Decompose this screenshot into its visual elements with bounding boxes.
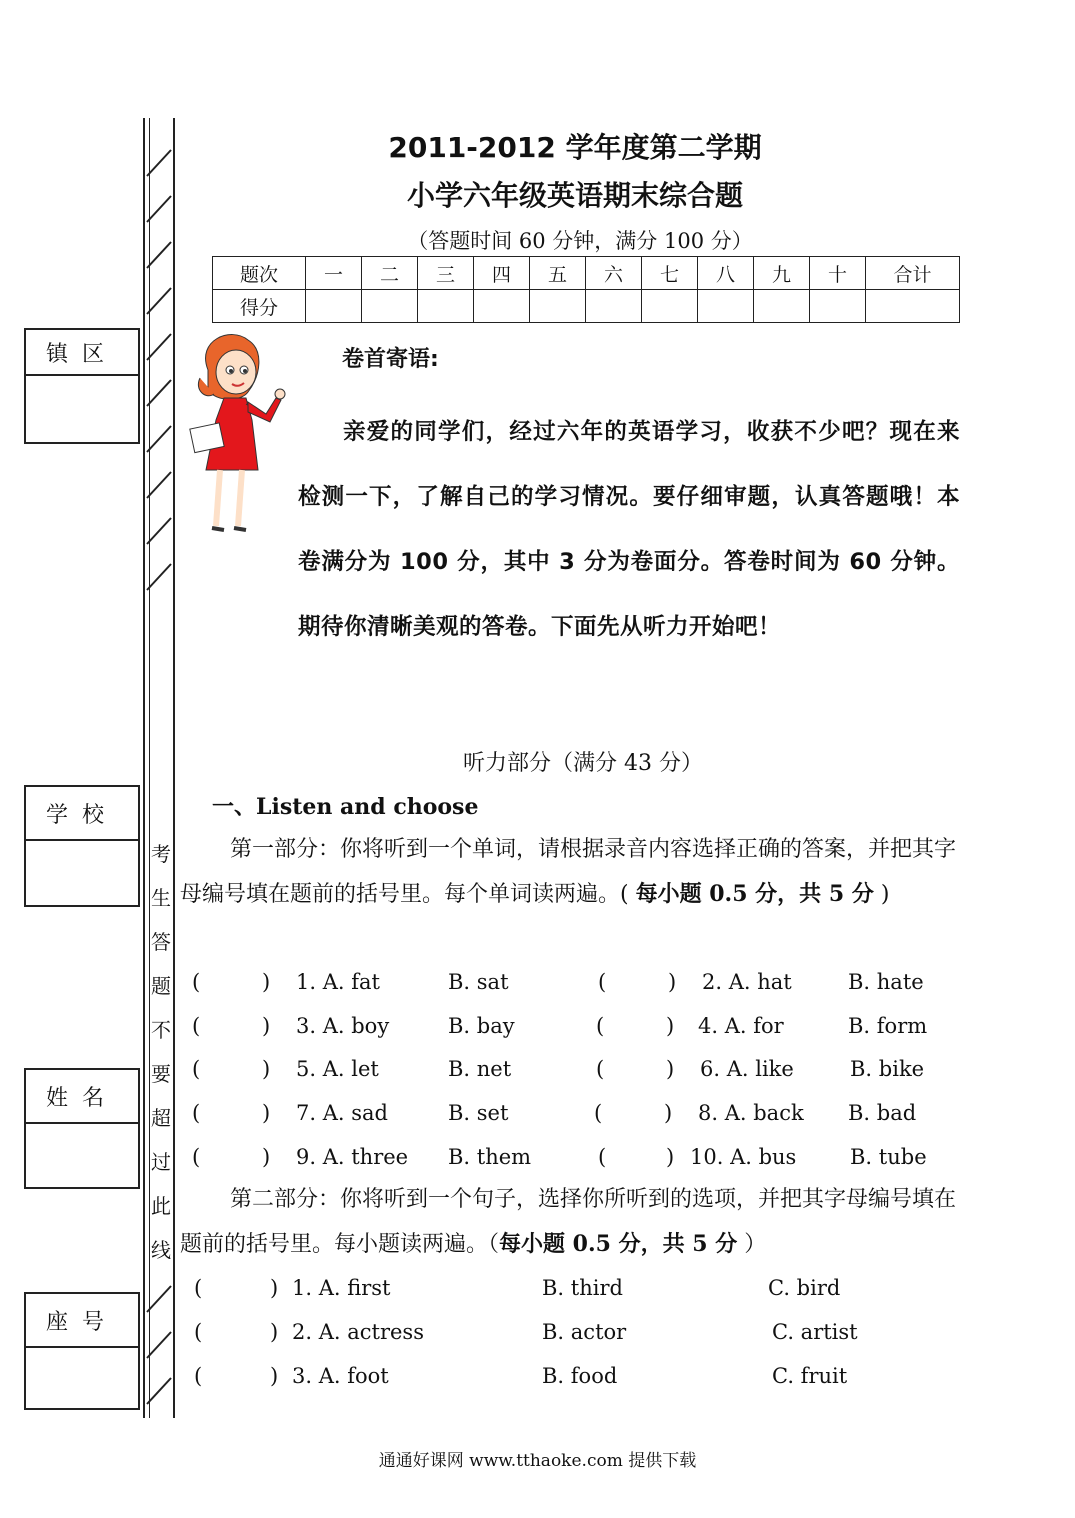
exam-subtitle: （答题时间 60 分钟，满分 100 分） [407,229,753,253]
option-b: B. hate [848,970,924,994]
option-a: 2. A. actress [292,1320,424,1344]
option-a: 7. A. sad [296,1101,388,1125]
part1-row [180,960,970,1004]
part2-row [180,1354,970,1398]
option-b: B. third [542,1276,623,1300]
answer-bracket-open[interactable]: ( [594,1101,603,1125]
score-input-cell[interactable] [530,290,586,323]
teacher-illustration [186,330,291,545]
answer-bracket-open[interactable]: ( [192,1145,201,1169]
score-cell: 六 [586,257,642,290]
option-a: 10. A. bus [690,1145,797,1169]
option-a: 6. A. like [700,1057,794,1081]
option-a: 8. A. back [698,1101,804,1125]
option-a: 3. A. boy [296,1014,390,1038]
option-c: C. artist [772,1320,858,1344]
answer-bracket-open[interactable]: ( [596,1014,605,1038]
seat-box [24,1292,140,1410]
listening-section-title: 听力部分（满分 43 分） [463,751,703,776]
score-cell: 八 [698,257,754,290]
foreword-title: 卷首寄语: [342,347,439,372]
option-b: B. net [448,1057,512,1081]
answer-bracket-close: ) [666,1057,675,1081]
part1-row [180,1135,970,1179]
part2-instruction: 第二部分：你将听到一个句子，选择你所听到的选项，并把其字母编号填在题前的括号里。每小题读两遍。（每小题 0.5 分，共 5 分 ） [180,1187,957,1257]
answer-bracket-close: ) [270,1276,279,1300]
score-table-score-row [213,290,960,323]
option-a: 1. A. first [292,1276,391,1300]
exam-title-line1: 2011-2012 学年度第二学期 [388,131,762,164]
score-cell: 题次 [213,257,306,290]
school-label: 学校 [26,787,138,841]
school-box [24,785,140,907]
score-cell: 三 [418,257,474,290]
answer-bracket-open[interactable]: ( [192,970,201,994]
answer-bracket-close: ) [262,1101,271,1125]
exam-title-line2: 小学六年级英语期末综合题 [406,179,743,212]
answer-bracket-close: ) [270,1320,279,1344]
town-box [24,328,140,444]
score-cell: 七 [642,257,698,290]
option-b: B. bike [850,1057,925,1081]
part1-row [180,1091,970,1135]
option-c: C. bird [768,1276,841,1300]
score-input-cell[interactable] [474,290,530,323]
answer-bracket-close: ) [668,970,677,994]
answer-bracket-open[interactable]: ( [192,1101,201,1125]
score-input-cell[interactable] [306,290,362,323]
score-cell: 二 [362,257,418,290]
answer-bracket-open[interactable]: ( [194,1320,203,1344]
option-b: B. food [542,1364,618,1388]
answer-bracket-close: ) [262,1014,271,1038]
option-b: B. set [448,1101,509,1125]
option-b: B. sat [448,970,509,994]
part1-instruction: 第一部分：你将听到一个单词，请根据录音内容选择正确的答案，并把其字母编号填在题前的括号里。每个单词读两遍。( 每小题 0.5 分，共 5 分 ) [180,837,957,907]
name-box [24,1068,140,1189]
score-input-cell[interactable] [418,290,474,323]
answer-bracket-open[interactable]: ( [192,1057,201,1081]
answer-bracket-close: ) [270,1364,279,1388]
option-c: C. fruit [772,1364,848,1388]
option-a: 5. A. let [296,1057,379,1081]
score-cell: 五 [530,257,586,290]
score-cell: 九 [754,257,810,290]
option-b: B. actor [542,1320,627,1344]
score-input-cell[interactable] [810,290,866,323]
option-b: B. tube [850,1145,927,1169]
option-b: B. bad [848,1101,917,1125]
score-cell: 十 [810,257,866,290]
part-one-title: 一、Listen and choose [212,794,479,820]
option-b: B. form [848,1014,928,1038]
answer-bracket-open[interactable]: ( [596,1057,605,1081]
score-cell: 一 [306,257,362,290]
option-a: 2. A. hat [702,970,792,994]
part2-row [180,1310,970,1354]
option-a: 4. A. for [698,1014,784,1038]
answer-bracket-open[interactable]: ( [194,1364,203,1388]
option-a: 1. A. fat [296,970,380,994]
answer-bracket-open[interactable]: ( [192,1014,201,1038]
score-input-cell[interactable] [586,290,642,323]
town-label: 镇区 [26,330,138,376]
option-b: B. them [448,1145,532,1169]
score-table-header-row [213,257,960,290]
part2-row [180,1266,970,1310]
part1-row [180,1004,970,1048]
foreword-body: 亲爱的同学们，经过六年的英语学习，收获不少吧？现在来检测一下，了解自己的学习情况。要仔细审题，认真答题哦！本卷满分为 100 分，其中 3 分为卷面分。答卷时间为 60 分钟。期待你清晰美观的答卷。下面先从听力开始吧！ [298,419,960,640]
part1-row [180,1047,970,1091]
score-input-cell[interactable] [698,290,754,323]
binding-warning-text: 考 生 答 题 不 要 超 过 此 线 [150,832,172,1272]
score-input-cell[interactable] [866,290,960,323]
score-table [212,256,960,323]
answer-bracket-close: ) [262,1057,271,1081]
score-input-cell[interactable] [642,290,698,323]
answer-bracket-open[interactable]: ( [194,1276,203,1300]
answer-bracket-close: ) [666,1145,675,1169]
score-cell: 四 [474,257,530,290]
name-label: 姓名 [26,1070,138,1124]
option-a: 9. A. three [296,1145,409,1169]
score-input-cell[interactable] [754,290,810,323]
option-a: 3. A. foot [292,1364,389,1388]
page-footer: 通通好课网 www.tthaoke.com 提供下载 [378,1451,697,1471]
seat-label: 座号 [26,1294,138,1348]
answer-bracket-close: ) [666,1014,675,1038]
answer-bracket-close: ) [664,1101,673,1125]
answer-bracket-close: ) [262,1145,271,1169]
score-row-label: 得分 [213,290,306,323]
answer-bracket-open[interactable]: ( [598,1145,607,1169]
score-cell: 合计 [866,257,960,290]
score-input-cell[interactable] [362,290,418,323]
answer-bracket-close: ) [262,970,271,994]
answer-bracket-open[interactable]: ( [598,970,607,994]
option-b: B. bay [448,1014,515,1038]
